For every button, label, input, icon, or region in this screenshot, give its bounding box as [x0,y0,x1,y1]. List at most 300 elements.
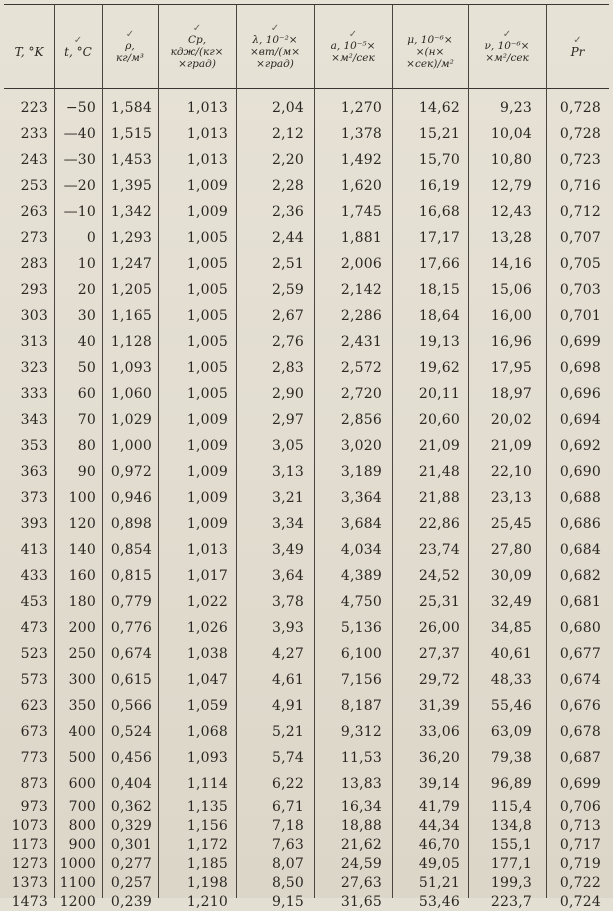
cell-rho: 1,093 [110,360,152,376]
column-header-mu [392,6,468,88]
cell-lambda: 8,07 [272,855,304,872]
cell-a: 8,187 [340,698,382,714]
table-row [0,329,613,355]
cell-mu: 31,39 [418,698,460,714]
cell-mu: 20,60 [418,412,460,428]
cell-lambda: 9,15 [272,893,304,910]
cell-lambda: 2,04 [272,100,304,116]
table-row [0,563,613,589]
cell-Pr: 0,687 [559,750,601,766]
cell-a: 2,286 [340,308,382,324]
cell-a: 5,136 [340,620,382,636]
cell-Pr: 0,719 [559,855,601,872]
table-row [0,381,613,407]
cell-rho: 1,515 [110,126,152,142]
cell-T: 233 [20,126,48,142]
cell-a: 16,34 [340,798,382,815]
cell-lambda: 2,90 [272,386,304,402]
cell-mu: 33,06 [418,724,460,740]
cell-t: 800 [68,817,96,834]
cell-Pr: 0,686 [559,516,601,532]
cell-a: 3,020 [340,438,382,454]
cell-Pr: 0,712 [559,204,601,220]
cell-lambda: 4,91 [272,698,304,714]
cell-mu: 24,52 [418,568,460,584]
table-row [0,719,613,745]
cell-lambda: 3,93 [272,620,304,636]
checkmark-icon: ✓ [125,29,135,40]
cell-Pr: 0,688 [559,490,601,506]
cell-T: 523 [20,646,48,662]
cell-nu: 48,33 [490,672,532,688]
cell-lambda: 8,50 [272,874,304,891]
cell-T: 343 [20,412,48,428]
table-row [0,173,613,199]
column-header-lambda [236,6,314,88]
cell-a: 3,364 [340,490,382,506]
cell-mu: 15,21 [418,126,460,142]
table-row [0,251,613,277]
cell-cp: 1,135 [186,798,228,815]
cell-mu: 19,13 [418,334,460,350]
column-header-rho [102,6,158,88]
cell-rho: 1,029 [110,412,152,428]
cell-mu: 21,09 [418,438,460,454]
cell-Pr: 0,699 [559,776,601,792]
cell-a: 1,745 [340,204,382,220]
cell-nu: 10,80 [490,152,532,168]
cell-rho: 0,524 [110,724,152,740]
cell-T: 313 [20,334,48,350]
cell-rho: 1,293 [110,230,152,246]
cell-nu: 9,23 [500,100,532,116]
column-header-a [314,6,392,88]
table-row [0,854,613,873]
cell-cp: 1,005 [186,334,228,350]
checkmark-icon: ✓ [270,23,280,34]
cell-T: 873 [20,776,48,792]
cell-T: 773 [20,750,48,766]
cell-rho: 1,584 [110,100,152,116]
table-row [0,225,613,251]
cell-Pr: 0,701 [559,308,601,324]
cell-T: 363 [20,464,48,480]
cell-t: —10 [63,204,96,220]
cell-mu: 29,72 [418,672,460,688]
cell-lambda: 3,21 [272,490,304,506]
cell-lambda: 6,71 [272,798,304,815]
cell-Pr: 0,698 [559,360,601,376]
cell-t: 50 [77,360,96,376]
cell-Pr: 0,676 [559,698,601,714]
cell-t: 250 [68,646,96,662]
cell-nu: 13,28 [490,230,532,246]
cell-lambda: 2,12 [272,126,304,142]
cell-cp: 1,068 [186,724,228,740]
table-row [0,407,613,433]
cell-rho: 0,972 [110,464,152,480]
cell-mu: 44,34 [418,817,460,834]
cell-t: 1000 [59,855,96,872]
cell-nu: 16,96 [490,334,532,350]
cell-rho: 0,776 [110,620,152,636]
column-header-label: t, °C [64,45,92,59]
cell-rho: 0,301 [110,836,152,853]
table-row [0,667,613,693]
cell-Pr: 0,690 [559,464,601,480]
cell-lambda: 3,13 [272,464,304,480]
cell-rho: 0,456 [110,750,152,766]
cell-t: 500 [68,750,96,766]
cell-cp: 1,022 [186,594,228,610]
cell-t: 180 [68,594,96,610]
cell-nu: 21,09 [490,438,532,454]
cell-t: 700 [68,798,96,815]
cell-t: 160 [68,568,96,584]
column-header-label: ρ, кг/м³ [115,40,145,64]
table-row [0,892,613,911]
cell-mu: 20,11 [418,386,460,402]
cell-rho: 1,128 [110,334,152,350]
cell-t: 1200 [59,893,96,910]
cell-rho: 0,898 [110,516,152,532]
cell-T: 273 [20,230,48,246]
cell-Pr: 0,706 [559,798,601,815]
table-row [0,147,613,173]
cell-mu: 22,86 [418,516,460,532]
cell-Pr: 0,699 [559,334,601,350]
cell-mu: 36,20 [418,750,460,766]
cell-lambda: 2,76 [272,334,304,350]
cell-mu: 49,05 [418,855,460,872]
cell-nu: 16,00 [490,308,532,324]
cell-mu: 18,64 [418,308,460,324]
cell-cp: 1,009 [186,464,228,480]
cell-rho: 1,247 [110,256,152,272]
cell-cp: 1,005 [186,282,228,298]
cell-a: 1,881 [340,230,382,246]
cell-a: 2,006 [340,256,382,272]
cell-T: 293 [20,282,48,298]
cell-lambda: 3,34 [272,516,304,532]
cell-cp: 1,009 [186,204,228,220]
cell-T: 413 [20,542,48,558]
cell-Pr: 0,707 [559,230,601,246]
cell-mu: 14,62 [418,100,460,116]
cell-mu: 18,15 [418,282,460,298]
cell-cp: 1,005 [186,230,228,246]
cell-mu: 17,17 [418,230,460,246]
cell-t: 0 [86,230,96,246]
cell-cp: 1,005 [186,256,228,272]
cell-Pr: 0,694 [559,412,601,428]
cell-nu: 27,80 [490,542,532,558]
column-header-label: Cp, кдж/(кг× ×град) [170,34,224,70]
cell-nu: 55,46 [490,698,532,714]
cell-rho: 0,329 [110,817,152,834]
cell-nu: 23,13 [490,490,532,506]
cell-mu: 19,62 [418,360,460,376]
cell-t: 90 [77,464,96,480]
cell-cp: 1,013 [186,126,228,142]
cell-mu: 17,66 [418,256,460,272]
cell-nu: 155,1 [490,836,532,853]
cell-lambda: 2,28 [272,178,304,194]
cell-T: 253 [20,178,48,194]
cell-cp: 1,059 [186,698,228,714]
table-row [0,95,613,121]
cell-cp: 1,013 [186,542,228,558]
column-header-label: μ, 10⁻⁶× ×(н× ×сек)/м² [406,34,454,70]
cell-nu: 15,06 [490,282,532,298]
cell-a: 2,142 [340,282,382,298]
cell-Pr: 0,717 [559,836,601,853]
column-header-label: ν, 10⁻⁶× ×м²/сек [484,40,530,64]
cell-a: 18,88 [340,817,382,834]
cell-Pr: 0,678 [559,724,601,740]
cell-a: 27,63 [340,874,382,891]
cell-T: 473 [20,620,48,636]
cell-Pr: 0,681 [559,594,601,610]
cell-a: 21,62 [340,836,382,853]
cell-t: 80 [77,438,96,454]
table-body [0,95,613,911]
cell-T: 623 [20,698,48,714]
cell-rho: 1,395 [110,178,152,194]
cell-cp: 1,005 [186,308,228,324]
cell-T: 323 [20,360,48,376]
checkmark-icon: ✓ [502,29,512,40]
cell-lambda: 2,67 [272,308,304,324]
cell-a: 4,750 [340,594,382,610]
cell-T: 263 [20,204,48,220]
cell-rho: 0,257 [110,874,152,891]
column-header-label: T, °K [14,45,44,59]
table-row [0,433,613,459]
cell-mu: 23,74 [418,542,460,558]
cell-t: —20 [63,178,96,194]
cell-rho: 0,239 [110,893,152,910]
cell-nu: 32,49 [490,594,532,610]
cell-T: 1273 [11,855,48,872]
cell-Pr: 0,723 [559,152,601,168]
cell-lambda: 3,78 [272,594,304,610]
cell-a: 4,389 [340,568,382,584]
cell-cp: 1,114 [186,776,228,792]
cell-Pr: 0,684 [559,542,601,558]
cell-rho: 1,205 [110,282,152,298]
cell-a: 2,720 [340,386,382,402]
cell-t: —40 [63,126,96,142]
cell-t: 300 [68,672,96,688]
cell-a: 1,378 [340,126,382,142]
cell-T: 973 [20,798,48,815]
cell-nu: 96,89 [490,776,532,792]
column-header-cp [158,6,236,88]
cell-a: 1,270 [340,100,382,116]
cell-cp: 1,009 [186,178,228,194]
cell-lambda: 4,27 [272,646,304,662]
cell-t: 120 [68,516,96,532]
cell-rho: 0,566 [110,698,152,714]
cell-a: 7,156 [340,672,382,688]
cell-cp: 1,009 [186,412,228,428]
cell-T: 373 [20,490,48,506]
cell-Pr: 0,674 [559,672,601,688]
cell-cp: 1,009 [186,490,228,506]
cell-t: 40 [77,334,96,350]
cell-lambda: 2,20 [272,152,304,168]
cell-mu: 46,70 [418,836,460,853]
cell-T: 573 [20,672,48,688]
cell-Pr: 0,716 [559,178,601,194]
cell-rho: 0,779 [110,594,152,610]
table-row [0,485,613,511]
cell-T: 673 [20,724,48,740]
cell-t: 1100 [59,874,96,891]
cell-t: 600 [68,776,96,792]
cell-lambda: 2,44 [272,230,304,246]
cell-Pr: 0,728 [559,126,601,142]
cell-Pr: 0,682 [559,568,601,584]
cell-mu: 39,14 [418,776,460,792]
table-row [0,511,613,537]
column-header-Pr [546,6,609,88]
cell-T: 453 [20,594,48,610]
table-row [0,641,613,667]
cell-cp: 1,005 [186,386,228,402]
cell-nu: 115,4 [490,798,532,815]
cell-T: 353 [20,438,48,454]
table-row [0,355,613,381]
cell-T: 283 [20,256,48,272]
cell-lambda: 2,36 [272,204,304,220]
cell-T: 393 [20,516,48,532]
cell-cp: 1,013 [186,100,228,116]
cell-lambda: 5,21 [272,724,304,740]
cell-a: 31,65 [340,893,382,910]
cell-a: 1,492 [340,152,382,168]
cell-mu: 27,37 [418,646,460,662]
cell-lambda: 5,74 [272,750,304,766]
cell-lambda: 7,63 [272,836,304,853]
cell-nu: 30,09 [490,568,532,584]
table-row [0,816,613,835]
cell-T: 243 [20,152,48,168]
cell-rho: 1,060 [110,386,152,402]
cell-nu: 79,38 [490,750,532,766]
cell-Pr: 0,713 [559,817,601,834]
cell-nu: 63,09 [490,724,532,740]
cell-lambda: 7,18 [272,817,304,834]
cell-t: —30 [63,152,96,168]
cell-mu: 15,70 [418,152,460,168]
cell-nu: 10,04 [490,126,532,142]
table-row [0,771,613,797]
cell-mu: 16,68 [418,204,460,220]
checkmark-icon: ✓ [573,35,582,46]
cell-nu: 223,7 [490,893,532,910]
cell-t: 60 [77,386,96,402]
column-header-label: a, 10⁻⁵× ×м²/сек [330,40,376,64]
cell-rho: 1,453 [110,152,152,168]
cell-nu: 20,02 [490,412,532,428]
cell-rho: 0,946 [110,490,152,506]
cell-a: 3,189 [340,464,382,480]
cell-a: 11,53 [340,750,382,766]
cell-T: 1073 [11,817,48,834]
cell-mu: 25,31 [418,594,460,610]
cell-t: 20 [77,282,96,298]
cell-Pr: 0,724 [559,893,601,910]
cell-nu: 199,3 [490,874,532,891]
cell-t: 30 [77,308,96,324]
cell-lambda: 2,83 [272,360,304,376]
cell-t: −50 [65,100,96,116]
header-rule [4,88,609,89]
column-header-nu [468,6,546,88]
cell-cp: 1,047 [186,672,228,688]
cell-nu: 17,95 [490,360,532,376]
cell-Pr: 0,703 [559,282,601,298]
cell-rho: 1,000 [110,438,152,454]
checkmark-icon: ✓ [73,35,83,46]
cell-mu: 16,19 [418,178,460,194]
cell-T: 1473 [11,893,48,910]
table-row [0,797,613,816]
cell-Pr: 0,705 [559,256,601,272]
cell-a: 2,572 [340,360,382,376]
table-row [0,589,613,615]
checkmark-icon: ✓ [192,23,202,34]
cell-T: 303 [20,308,48,324]
cell-T: 1373 [11,874,48,891]
cell-nu: 12,79 [490,178,532,194]
column-header-label: Pr [570,45,585,59]
cell-a: 3,684 [340,516,382,532]
cell-rho: 1,342 [110,204,152,220]
cell-cp: 1,156 [186,817,228,834]
column-header-label: λ, 10⁻²× ×вт/(м× ×град) [249,34,300,70]
cell-cp: 1,038 [186,646,228,662]
cell-Pr: 0,680 [559,620,601,636]
table-row [0,277,613,303]
table-row [0,459,613,485]
cell-rho: 1,165 [110,308,152,324]
cell-nu: 177,1 [490,855,532,872]
cell-cp: 1,210 [186,893,228,910]
cell-cp: 1,009 [186,438,228,454]
cell-a: 2,856 [340,412,382,428]
cell-t: 70 [77,412,96,428]
column-header-T [4,6,54,88]
cell-rho: 0,815 [110,568,152,584]
cell-a: 4,034 [340,542,382,558]
cell-Pr: 0,696 [559,386,601,402]
table-row [0,873,613,892]
cell-mu: 21,48 [418,464,460,480]
table-row [0,303,613,329]
cell-nu: 12,43 [490,204,532,220]
cell-T: 333 [20,386,48,402]
cell-cp: 1,013 [186,152,228,168]
cell-cp: 1,005 [186,360,228,376]
cell-cp: 1,026 [186,620,228,636]
cell-lambda: 4,61 [272,672,304,688]
cell-a: 24,59 [340,855,382,872]
cell-nu: 40,61 [490,646,532,662]
cell-rho: 0,854 [110,542,152,558]
